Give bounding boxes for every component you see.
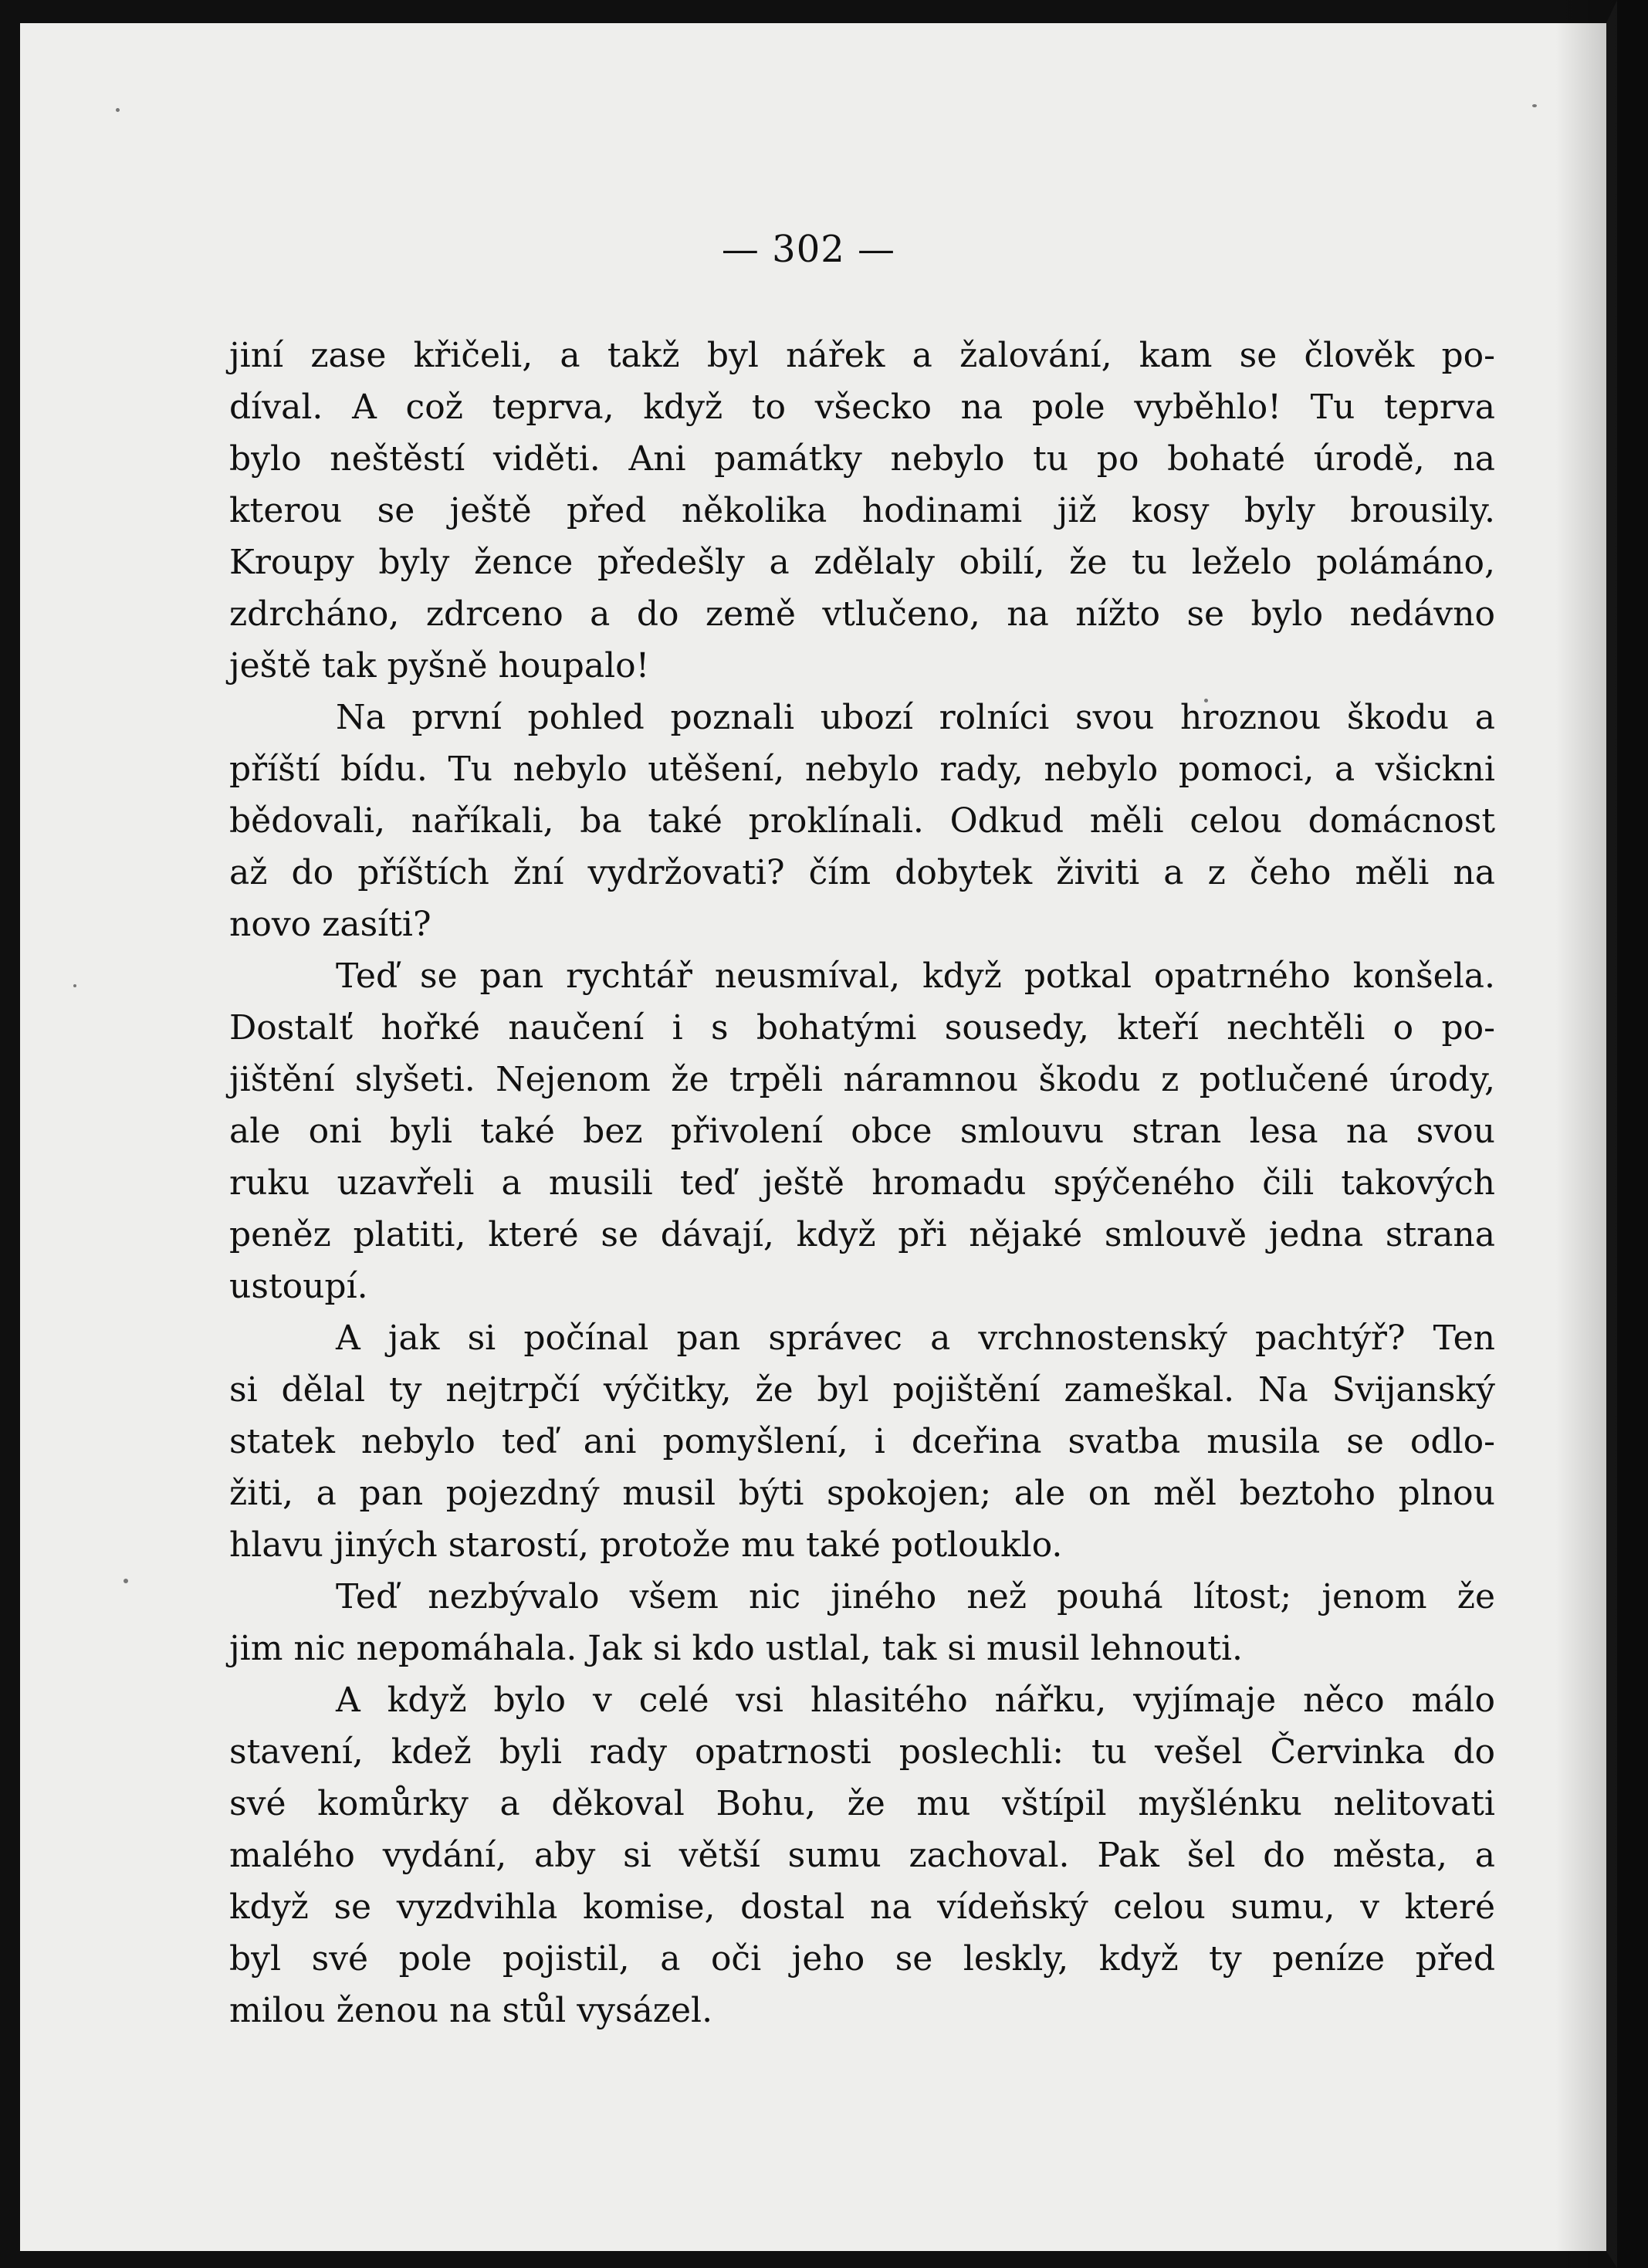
text-line: peněz platiti, které se dávají, když při nějaké smlouvě jedna strana [229,1215,1495,1254]
scan-speck [124,1579,128,1583]
text-line: Teď se pan rychtář neusmíval, když potkal opatrného konšela. [336,956,1495,996]
text-line: statek nebylo teď ani pomyšlení, i dceřina svatba musila se odlo- [229,1422,1495,1461]
paragraph [229,1312,1495,1571]
text-line: Na první pohled poznali ubozí rolníci svou hroznou škodu a [336,698,1495,737]
text-line: jištění slyšeti. Nejenom že trpěli náramnou škodu z potlučené úrody, [229,1060,1495,1099]
text-line: ruku uzavřeli a musili teď ještě hromadu spýčeného čili takových [229,1163,1495,1203]
text-line: ale oni byli také bez přivolení obce smlouvu stran lesa na svou [229,1112,1495,1151]
text-line: malého vydání, aby si větší sumu zachoval. Pak šel do města, a [229,1836,1495,1875]
text-line: milou ženou na stůl vysázel. [229,1991,713,2030]
scan-speck [73,984,76,987]
text-line: Kroupy byly žence předešly a zdělaly obilí, že tu leželo polámáno, [229,543,1495,582]
text-line: když se vyzdvihla komise, dostal na vídeňský celou sumu, v které [229,1887,1495,1927]
text-line: hlavu jiných starostí, protože mu také potlouklo. [229,1525,1063,1565]
text-line: žiti, a pan pojezdný musil býti spokojen; ale on měl beztoho plnou [229,1474,1495,1513]
paragraph [229,692,1495,950]
text-line: ustoupí. [229,1267,368,1306]
text-line: novo zasíti? [229,905,431,944]
text-line: bědovali, naříkali, ba také proklínali. Odkud měli celou domácnost [229,801,1495,841]
scan-speck [1532,104,1537,107]
text-line: jim nic nepomáhala. Jak si kdo ustlal, tak si musil lehnouti. [229,1629,1244,1668]
text-line: ještě tak pyšně houpalo! [229,646,650,685]
text-line: stavení, kdež byli rady opatrnosti poslechli: tu vešel Červinka do [229,1732,1495,1772]
text-line: byl své pole pojistil, a oči jeho se leskly, když ty peníze před [229,1939,1495,1979]
text-line: kterou se ještě před několika hodinami již kosy byly brousily. [229,491,1495,530]
page-number: — 302 — [721,228,896,271]
text-line: příští bídu. Tu nebylo utěšení, nebylo rady, nebylo pomoci, a všickni [229,750,1495,789]
text-line: až do příštích žní vydržovati? čím dobytek živiti a z čeho měli na [229,853,1495,892]
text-line: Dostalť hořké naučení i s bohatými sousedy, kteří nechtěli o po- [229,1008,1495,1048]
text-line: bylo neštěstí viděti. Ani památky nebylo tu po bohaté úrodě, na [229,439,1495,479]
paragraph [229,1674,1495,2036]
text-line: zdrcháno, zdrceno a do země vtlučeno, na nížto se bylo nedávno [229,594,1495,634]
paragraph [229,950,1495,1312]
text-line: Teď nezbývalo všem nic jiného než pouhá lítost; jenom že [336,1577,1495,1616]
text-line: díval. A což teprva, když to všecko na pole vyběhlo! Tu teprva [229,388,1495,427]
text-line: své komůrky a děkoval Bohu, že mu vštípil myšlénku nelitovati [229,1784,1495,1823]
page-edge-shadow [1555,0,1617,2268]
text-line: si dělal ty nejtrpčí výčitky, že byl pojištění zameškal. Na Svijanský [229,1370,1495,1410]
text-line: jiní zase křičeli, a takž byl nářek a žalování, kam se člověk po- [229,336,1495,375]
body-text [229,330,1495,2036]
text-line: A jak si počínal pan správec a vrchnostenský pachtýř? Ten [336,1318,1495,1358]
text-line: A když bylo v celé vsi hlasitého nářku, vyjímaje něco málo [336,1681,1495,1720]
scan-speck [116,108,120,112]
paragraph [229,330,1495,692]
paragraph [229,1571,1495,1674]
